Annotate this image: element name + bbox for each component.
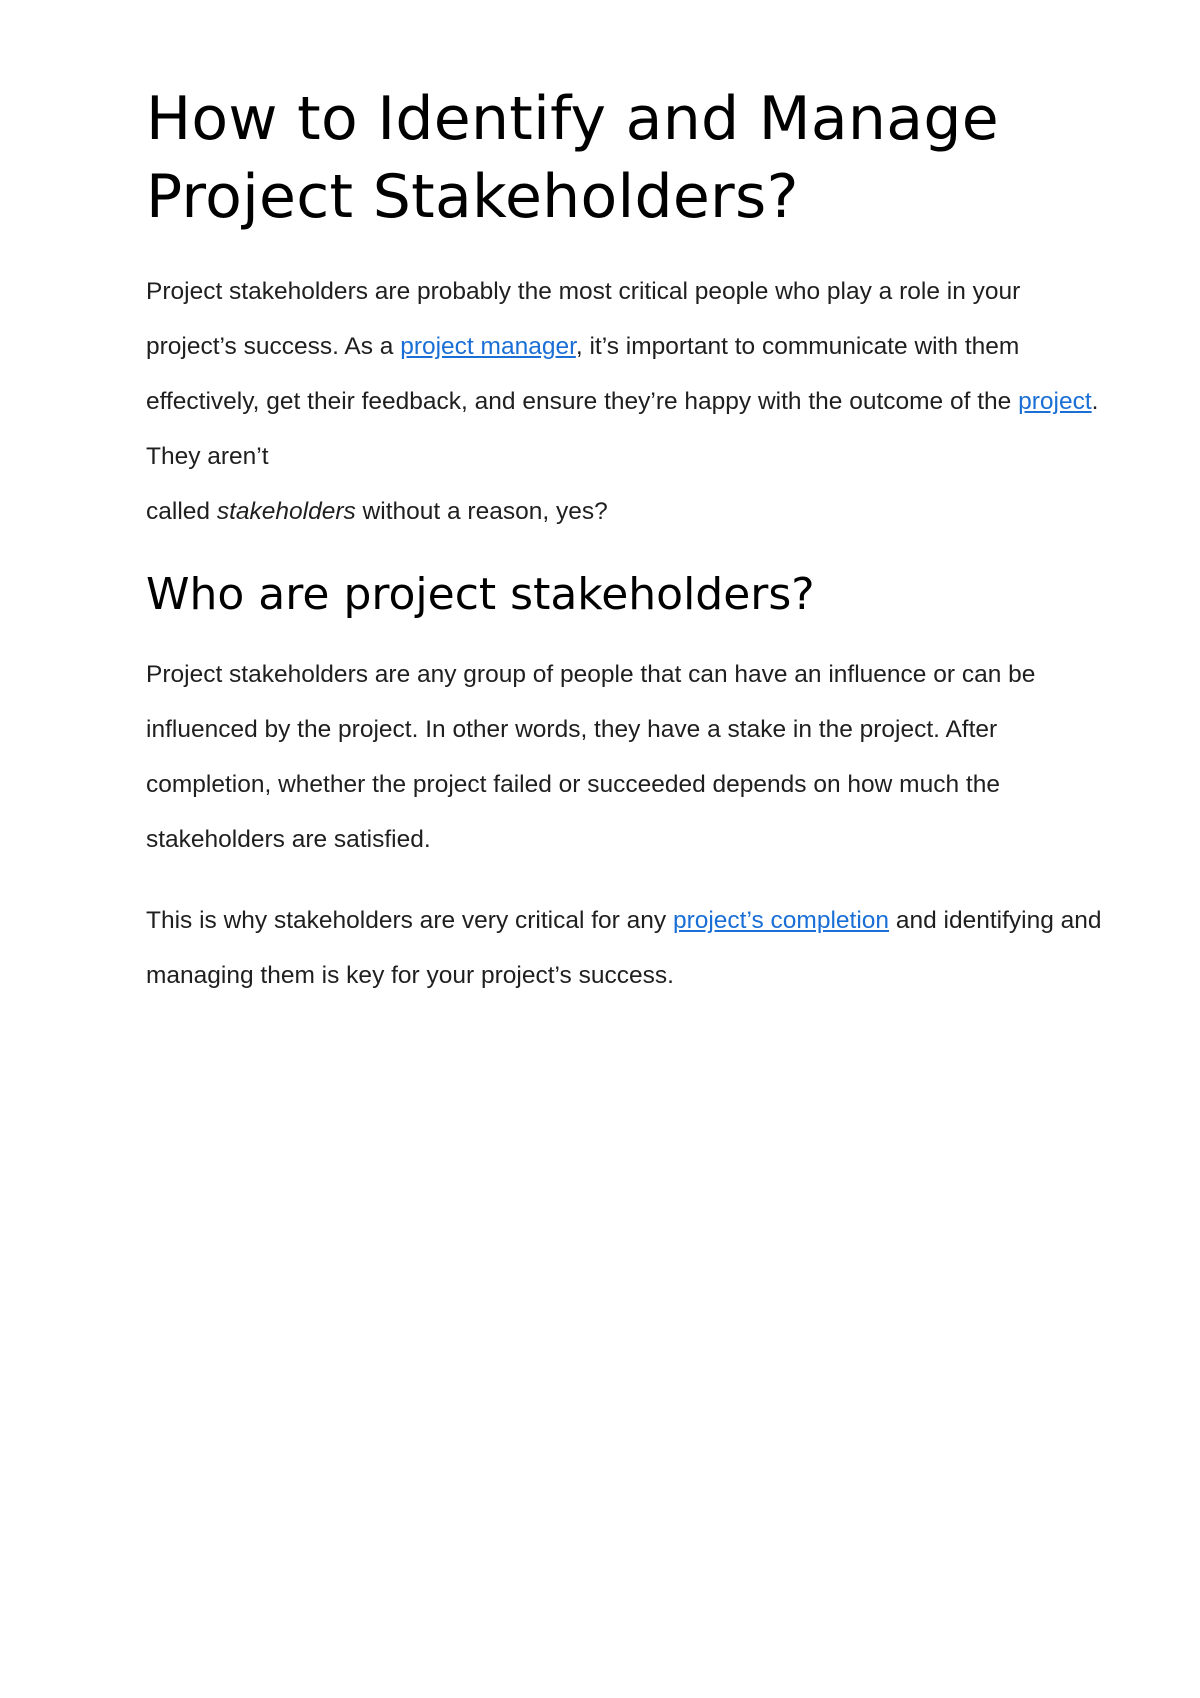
project-completion-link[interactable]: project’s completion xyxy=(672,907,890,934)
intro-text-1: Project stakeholders are probably the most critical people who play a role in your project’s success. As a xyxy=(146,278,1021,360)
importance-text-1: This is why stakeholders are very critical for any xyxy=(146,907,673,934)
intro-text-5: without a reason, yes? xyxy=(355,498,608,525)
intro-text-2: , it’s important to communicate with them effectively, get their feedback, and ensure they’re happy with the outcome of the xyxy=(146,333,1020,415)
importance-text-2: and identifying and managing them is key for your project’s success. xyxy=(146,907,1102,989)
section-heading: Who are project stakeholders? xyxy=(146,569,815,620)
page-title-line-2: Project Stakeholders? xyxy=(146,162,799,232)
intro-paragraph xyxy=(146,264,1106,539)
project-link[interactable]: project xyxy=(1018,388,1092,415)
project-manager-link[interactable]: project manager xyxy=(400,333,576,360)
stakeholders-emphasis: stakeholders xyxy=(216,498,356,525)
page-title xyxy=(146,80,1106,236)
importance-paragraph xyxy=(146,893,1106,1003)
intro-text-4: called xyxy=(146,498,217,525)
document-page xyxy=(146,80,1106,1029)
page-title-line-1: How to Identify and Manage xyxy=(146,84,999,154)
definition-paragraph: Project stakeholders are any group of people that can have an influence or can be influenced by the project. In other words, they have a stake in the project. After completion, whether the project failed or succeeded depends on how much the stakeholders are satisfied. xyxy=(146,661,1036,853)
intro-text-3: . They aren’t xyxy=(146,388,1099,470)
